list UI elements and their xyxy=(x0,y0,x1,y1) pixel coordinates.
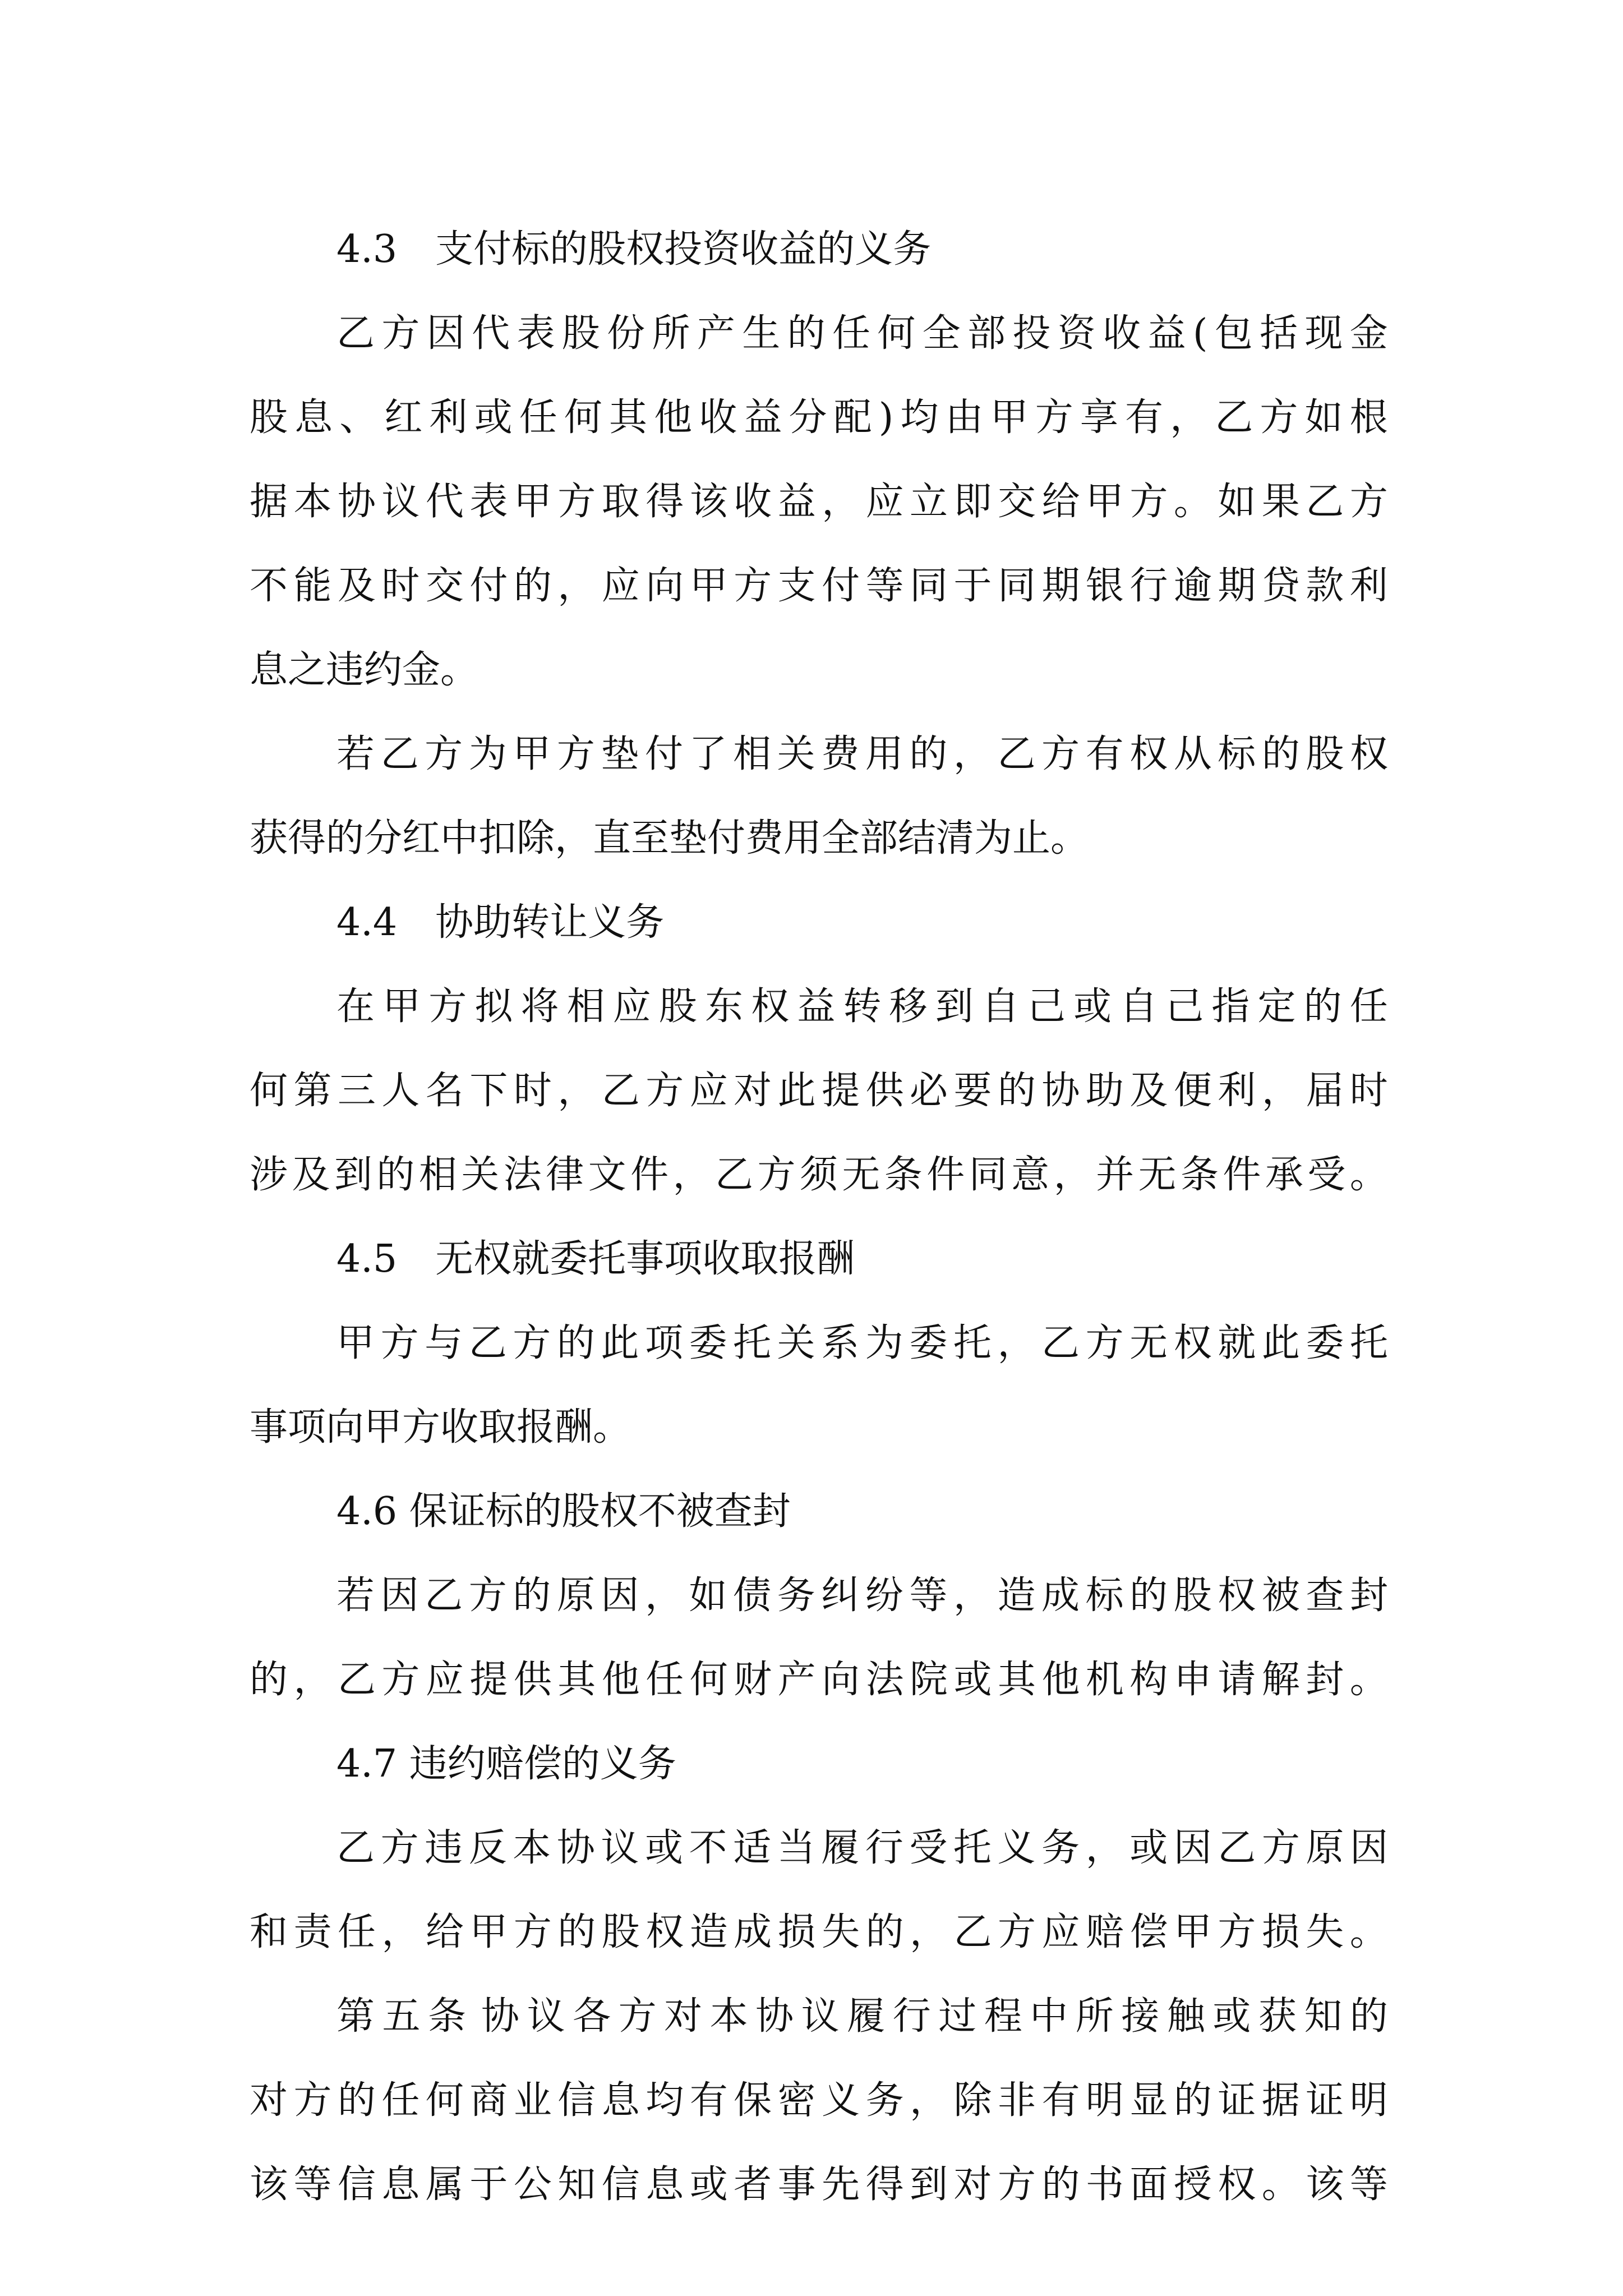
text-line: 4.6 保证标的股权不被查封 xyxy=(336,1489,791,1534)
text-line: 和 责 任 ， 给 甲 方 的 股 权 造 成 损 失 的 ， 乙 方 应 赔 偿 甲 方 损 失 。 xyxy=(250,1910,1388,1954)
text-line: 不 能 及 时 交 付 的 ， 应 向 甲 方 支 付 等 同 于 同 期 银 行 逾 期 贷 款 利 xyxy=(250,564,1388,608)
text-line: 4.7 违约赔偿的义务 xyxy=(336,1742,676,1786)
text-line: 第 五 条 协 议 各 方 对 本 协 议 履 行 过 程 中 所 接 触 或 获 知 的 xyxy=(336,1994,1388,2039)
text-line: 在 甲 方 拟 将 相 应 股 东 权 益 转 移 到 自 己 或 自 己 指 定 的 任 xyxy=(336,984,1388,1029)
text-line: 股 息 、 红 利 或 任 何 其 他 收 益 分 配 ) 均 由 甲 方 享 有 ， 乙 方 如 根 xyxy=(250,395,1388,440)
text-line: 息之违约金。 xyxy=(250,648,479,692)
document-body xyxy=(250,208,1388,2227)
text-line: 乙 方 违 反 本 协 议 或 不 适 当 履 行 受 托 义 务 ， 或 因 乙 方 原 因 xyxy=(336,1826,1388,1870)
text-line: 对 方 的 任 何 商 业 信 息 均 有 保 密 义 务 ， 除 非 有 明 显 的 证 据 证 明 xyxy=(250,2078,1388,2123)
text-line: 4.4 协助转让义务 xyxy=(336,900,665,945)
text-line: 甲 方 与 乙 方 的 此 项 委 托 关 系 为 委 托 ， 乙 方 无 权 就 此 委 托 xyxy=(336,1321,1388,1365)
text-line: 涉 及 到 的 相 关 法 律 文 件 ， 乙 方 须 无 条 件 同 意 ， 并 无 条 件 承 受 。 xyxy=(250,1153,1388,1197)
text-line: 获得的分红中扣除，直至垫付费用全部结清为止。 xyxy=(250,816,1089,861)
text-line: 事项向甲方收取报酬。 xyxy=(250,1405,631,1450)
text-line: 4.3 支付标的股权投资收益的义务 xyxy=(336,227,932,272)
text-line: 乙 方 因 代 表 股 份 所 产 生 的 任 何 全 部 投 资 收 益 ( 包 括 现 金 xyxy=(336,311,1388,356)
text-line: 何 第 三 人 名 下 时 ， 乙 方 应 对 此 提 供 必 要 的 协 助 及 便 利 ， 届 时 xyxy=(250,1069,1388,1113)
text-line: 若 乙 方 为 甲 方 垫 付 了 相 关 费 用 的 ， 乙 方 有 权 从 标 的 股 权 xyxy=(336,732,1388,776)
text-line: 4.5 无权就委托事项收取报酬 xyxy=(336,1237,855,1281)
text-line: 据 本 协 议 代 表 甲 方 取 得 该 收 益 ， 应 立 即 交 给 甲 方 。 如 果 乙 方 xyxy=(250,480,1388,524)
text-line: 该 等 信 息 属 于 公 知 信 息 或 者 事 先 得 到 对 方 的 书 面 授 权 。 该 等 xyxy=(250,2162,1388,2207)
text-line: 的 ， 乙 方 应 提 供 其 他 任 何 财 产 向 法 院 或 其 他 机 构 申 请 解 封 。 xyxy=(250,1658,1388,1702)
text-line: 若 因 乙 方 的 原 因 ， 如 债 务 纠 纷 等 ， 造 成 标 的 股 权 被 查 封 xyxy=(336,1573,1388,1618)
